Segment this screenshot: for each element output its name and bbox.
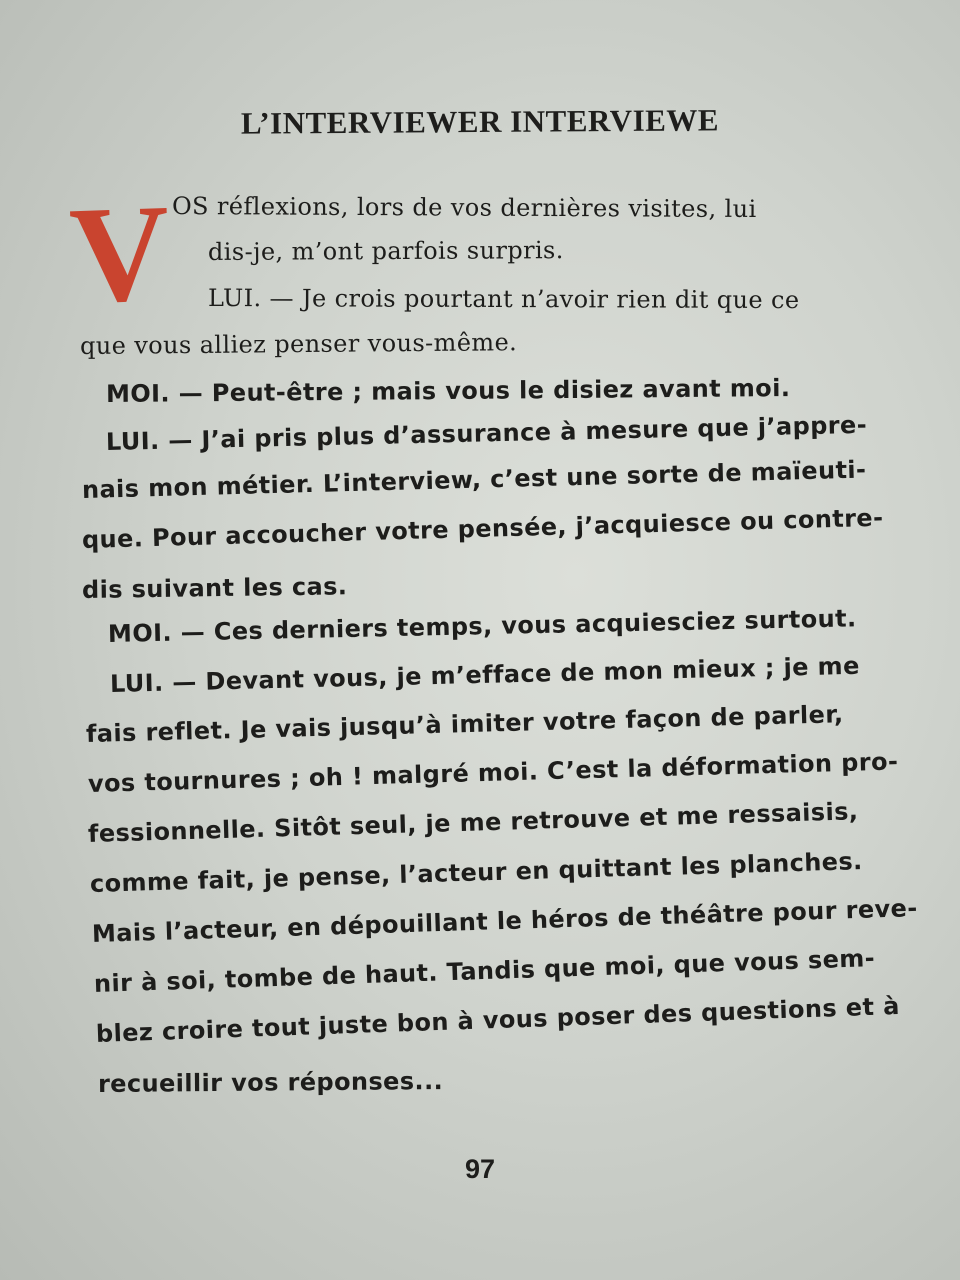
text-line: LUI. — Devant vous, je m’efface de mon mieux ; je me xyxy=(109,651,861,698)
text-line: MOI. — Ces derniers temps, vous acquiesciez surtout. xyxy=(107,604,857,648)
drop-cap-letter: V xyxy=(67,175,173,332)
text-line: LUI. — J’ai pris plus d’assurance à mesure que j’appre- xyxy=(105,410,868,456)
text-line: nais mon métier. L’interview, c’est une sorte de maïeuti- xyxy=(81,455,867,504)
text-line: blez croire tout juste bon à vous poser des questions et à xyxy=(95,991,901,1048)
text-line: nir à soi, tombe de haut. Tandis que moi, que vous sem- xyxy=(93,944,876,998)
page-number: 97 xyxy=(464,1154,496,1184)
text-line: dis suivant les cas. xyxy=(81,572,348,604)
text-line: recueillir vos réponses... xyxy=(97,1066,444,1098)
text-line: dis-je, m’ont parfois surpris. xyxy=(207,236,564,266)
text-line: vos tournures ; oh ! malgré moi. C’est la déformation pro- xyxy=(87,747,899,798)
text-line: MOI. — Peut-être ; mais vous le disiez avant moi. xyxy=(105,374,791,408)
text-line: OS réflexions, lors de vos dernières visites, lui xyxy=(171,192,757,224)
page-title: L’INTERVIEWER INTERVIEWE xyxy=(240,102,720,141)
text-line: Mais l’acteur, en dépouillant le héros de théâtre pour reve- xyxy=(91,894,919,948)
text-line: que vous alliez penser vous-même. xyxy=(79,328,518,360)
text-line: comme fait, je pense, l’acteur en quittant les planches. xyxy=(89,847,863,898)
text-line: fessionnelle. Sitôt seul, je me retrouve et me ressaisis, xyxy=(87,797,859,848)
text-line: LUI. — Je crois pourtant n’avoir rien dit que ce xyxy=(207,284,800,315)
text-line: fais reflet. Je vais jusqu’à imiter votre façon de parler, xyxy=(85,700,844,748)
text-line: que. Pour accoucher votre pensée, j’acquiesce ou contre- xyxy=(81,503,884,554)
